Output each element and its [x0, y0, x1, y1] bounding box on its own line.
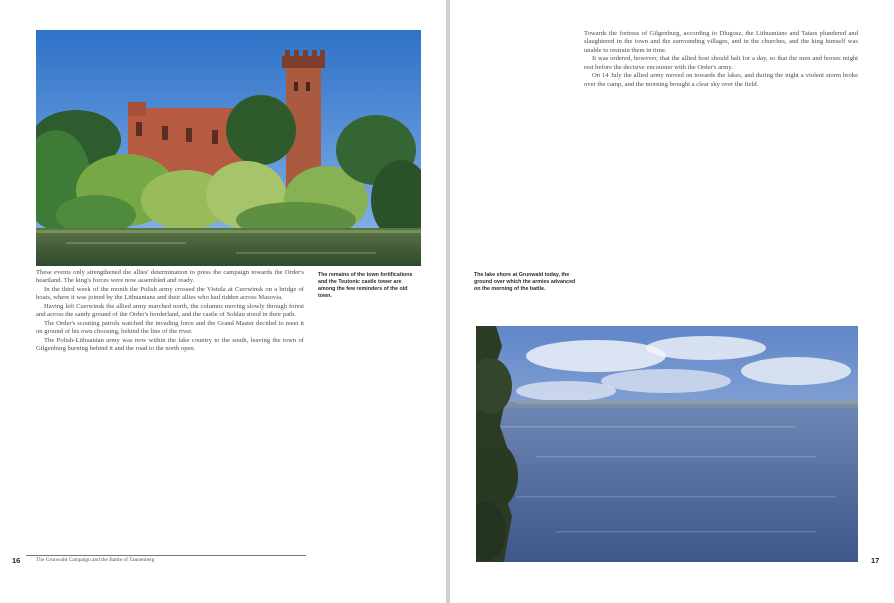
lake-photo-caption: The lake shore at Grunwald today, the ground over which the armies advanced on the morning of the battle.	[474, 272, 576, 292]
castle-photo-caption: The remains of the town fortifications and the Teutonic castle tower are among the few reminders of the old town.	[318, 272, 413, 299]
running-footer: The Grunwald Campaign and the Battle of Tannenberg	[36, 557, 155, 563]
footer-rule	[26, 555, 306, 556]
right-page	[450, 0, 894, 603]
paragraph: It was ordered, however, that the allied host should halt for a day, so that the men and horses might rest before the decisive encounter with the Order's army.	[584, 55, 858, 71]
left-body-text	[36, 269, 304, 547]
paragraph: Towards the fortress of Gilgenburg, according to Dlugosz, the Lithuanians and Tatars plundered and slaughtered in the town and the surrounding villages, and in the churches, and the king himself was unable to restrain them in time.	[584, 30, 858, 54]
paragraph: On 14 July the allied army moved on towards the lakes, and during the night a violent storm broke over the camp, and the morning brought a clear sky over the field.	[584, 72, 858, 88]
lake-photo	[476, 326, 858, 562]
page-number: 17	[871, 556, 880, 565]
paragraph: In the third week of the month the Polish army crossed the Vistula at Czerwinsk on a bridge of boats, where it was joined by the Lithuanians and their allies who had ridden across Masovia.	[36, 285, 304, 302]
left-page	[0, 0, 446, 603]
page-number: 16	[12, 556, 21, 565]
paragraph: These events only strengthened the allies' determination to press the campaign towards the Order's heartland. The king's forces were now assembled and ready.	[36, 269, 304, 285]
castle-photo	[36, 30, 421, 266]
right-body-text	[584, 30, 858, 317]
paragraph: Having left Czerwinsk the allied army marched north, the columns moving slowly through forest and across the sandy ground of the Order's borderland, and the castle of Soldau stood in their path.	[36, 302, 304, 319]
paragraph: The Polish-Lithuanian army was now within the lake country to the south, leaving the town of Gilgenburg burning behind it and the road to the north open.	[36, 336, 304, 353]
paragraph: The Order's scouting patrols watched the invading force and the Grand Master decided to meet it on ground of his own choosing, behind the line of the river.	[36, 319, 304, 336]
